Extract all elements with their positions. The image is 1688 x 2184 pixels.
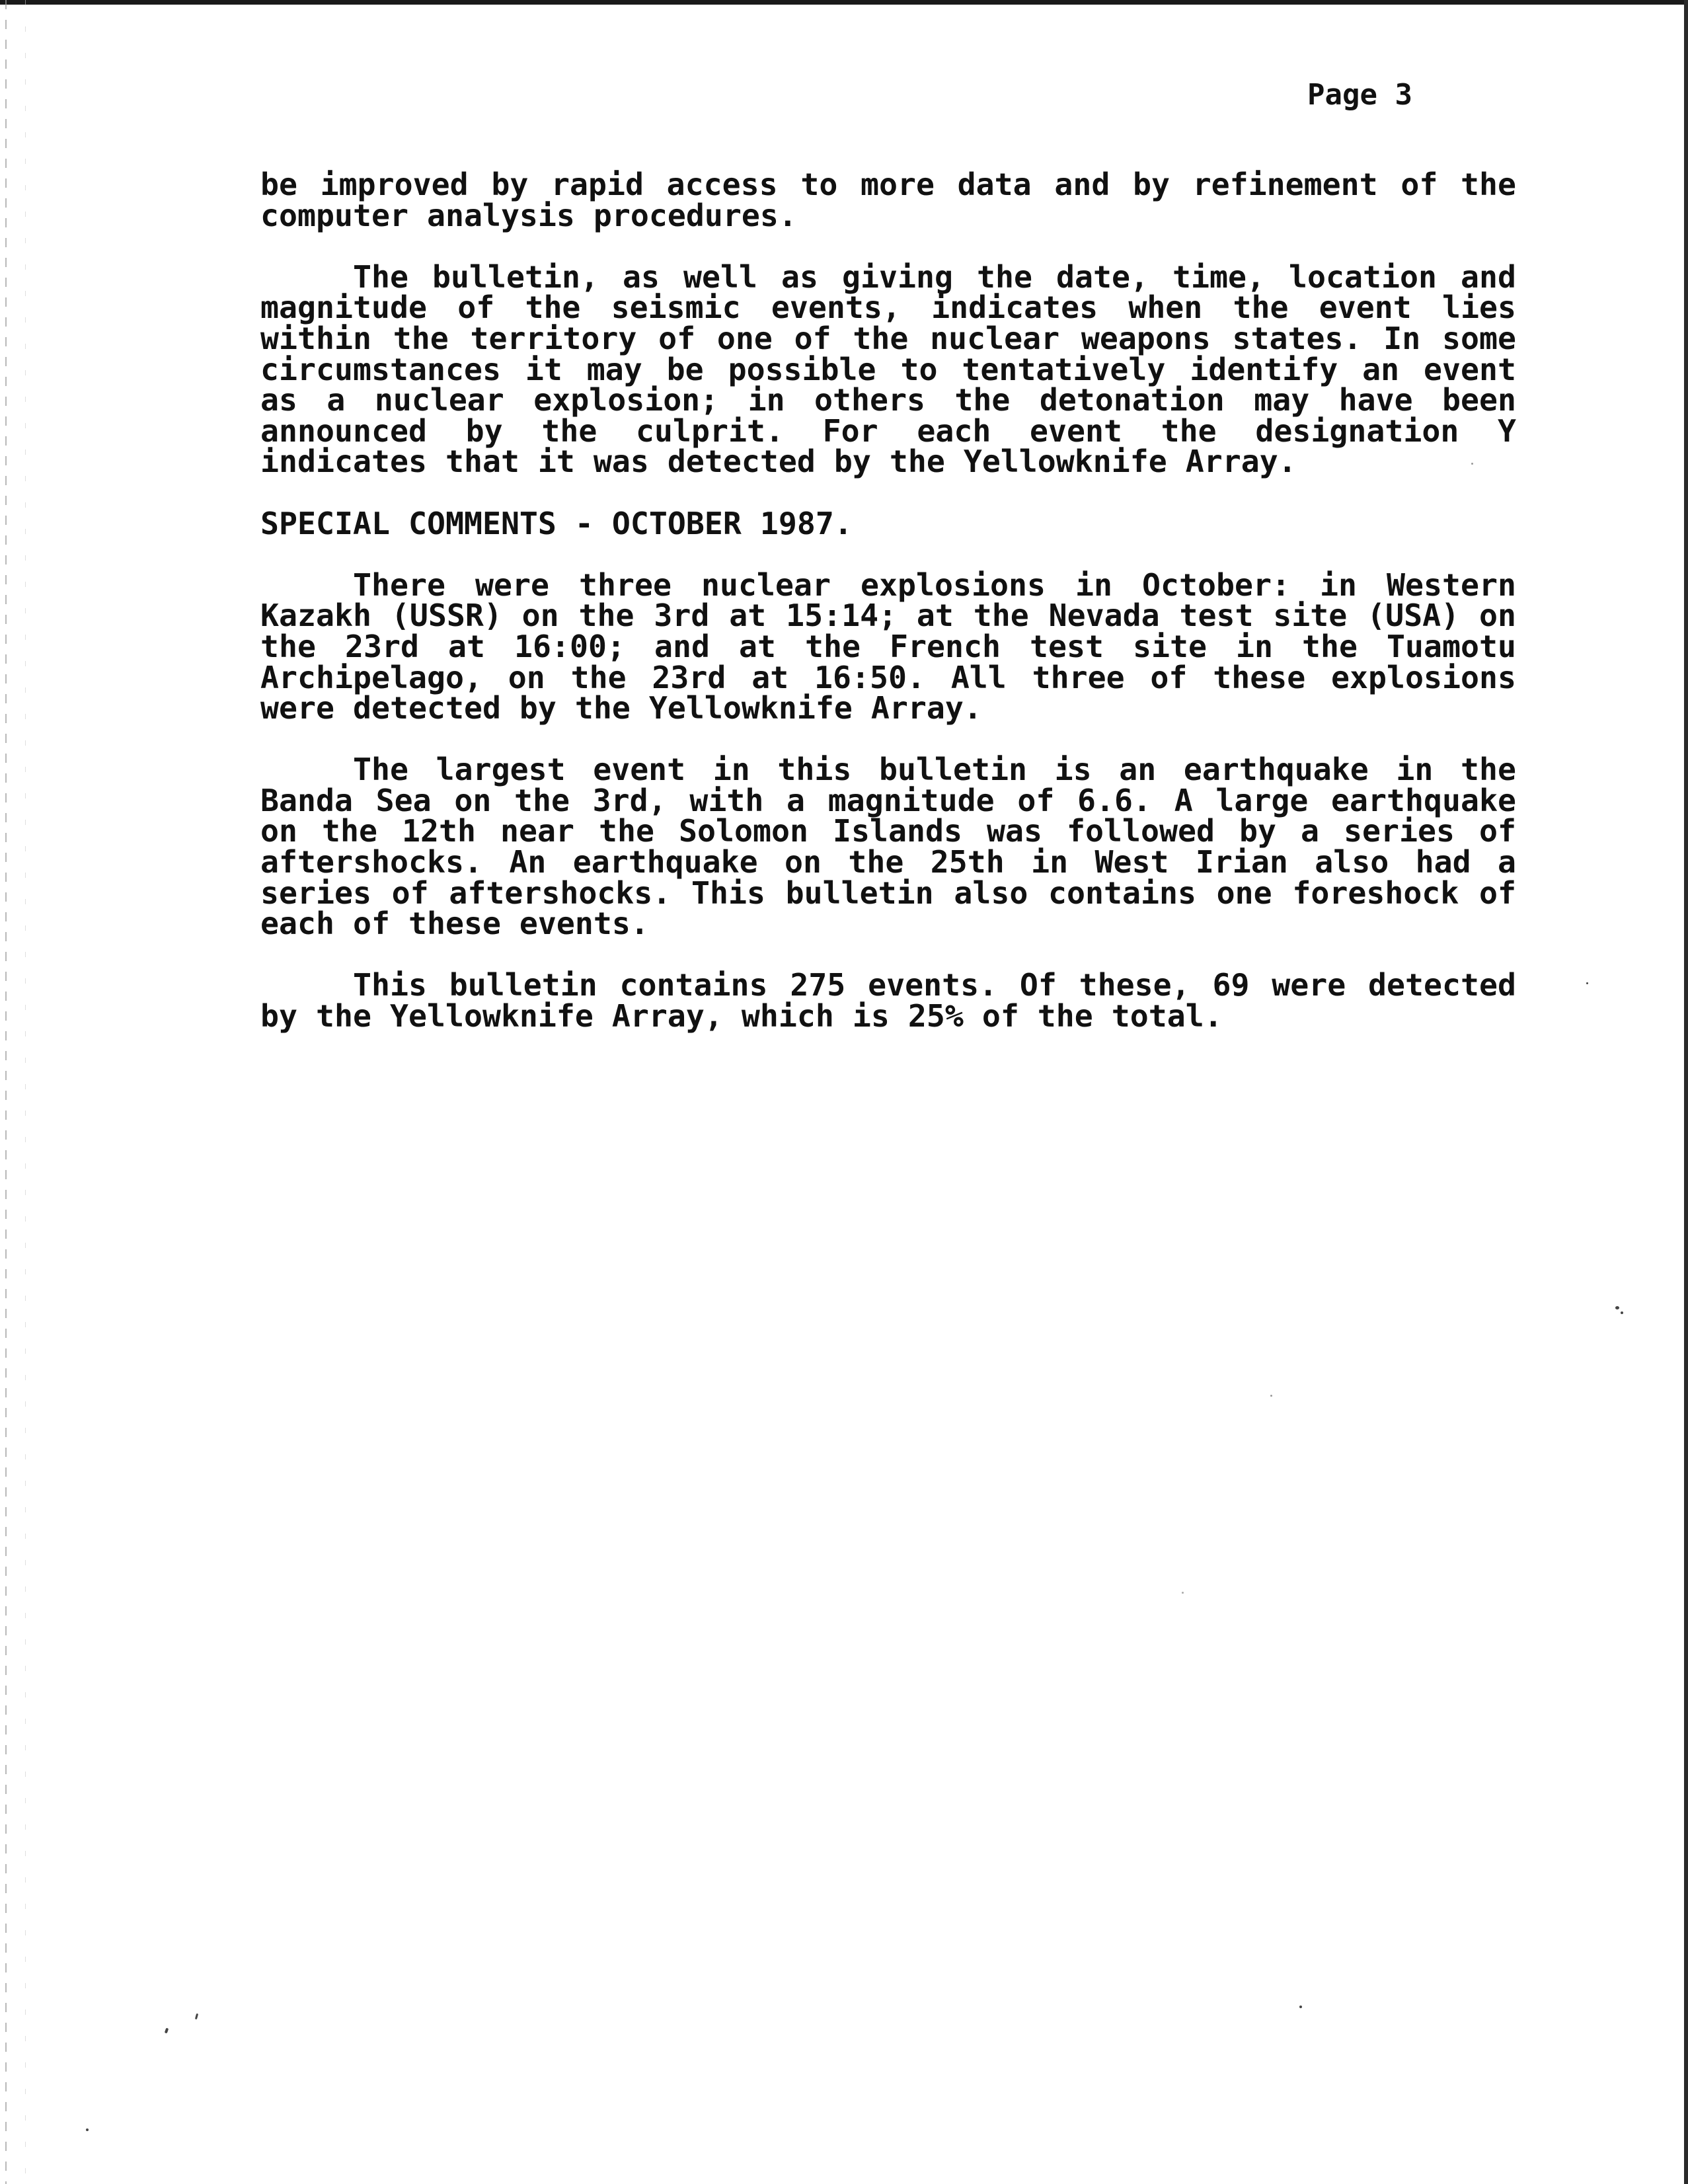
paragraph-continuation: be improved by rapid access to more data and by refinement of the computer analysis procedures.: [260, 167, 1516, 233]
paragraph-bulletin-description: The bulletin, as well as giving the date, time, location and magnitude of the seismic events, indicates when the event lies within the territory of one of the nuclear weapons states. In some circumstances it may be possible to tentatively identify an event as a nuclear explosion; in others the detonation may have been announced by the culprit. For each event the designation Y indicates that it was detected by the Yellowknife Array.: [260, 258, 1516, 480]
scan-speck: [86, 2128, 89, 2131]
scan-speck: [1471, 463, 1473, 465]
scan-right-edge: [1684, 0, 1688, 2184]
scan-speck: [195, 2013, 198, 2019]
scan-speck: [1299, 2006, 1302, 2008]
scan-speck: [165, 2028, 169, 2034]
scan-speck: [1586, 982, 1588, 984]
paragraph-nuclear-explosions: There were three nuclear explosions in October: in Western Kazakh (USSR) on the 3rd at 15:14; at the Nevada test site (USA) on the 23rd at 16:00; and at the French test site in the Tuamotu Archipelago, on the 23rd at 16:50. All three of these explosions were detected by the Yellowknife Array.: [260, 566, 1516, 726]
scan-speck: [1621, 1311, 1623, 1314]
scan-speck: [1615, 1306, 1619, 1309]
scan-top-edge: [0, 0, 1688, 5]
paragraph-largest-event: The largest event in this bulletin is an earthquake in the Banda Sea on the 3rd, with a magnitude of 6.6. A large earthquake on the 12th near the Solomon Islands was followed by a series of aftershocks. An earthquake on the 25th in West Irian also had a series of aftershocks. This bulletin also contains one foreshock of each of these events.: [260, 752, 1516, 942]
scan-speck: [1182, 1592, 1184, 1594]
scan-speck: [1270, 1395, 1272, 1397]
document-body: [260, 169, 1516, 1062]
paragraph-event-count: This bulletin contains 275 events. Of these, 69 were detected by the Yellowknife Array, which is 25% of the total.: [260, 967, 1516, 1034]
scan-left-margin-marks: [5, 0, 7, 2184]
section-heading: SPECIAL COMMENTS - OCTOBER 1987.: [260, 505, 853, 541]
page-number: Page 3: [1307, 78, 1412, 112]
scan-left-margin-marks-faint: [25, 0, 26, 2184]
